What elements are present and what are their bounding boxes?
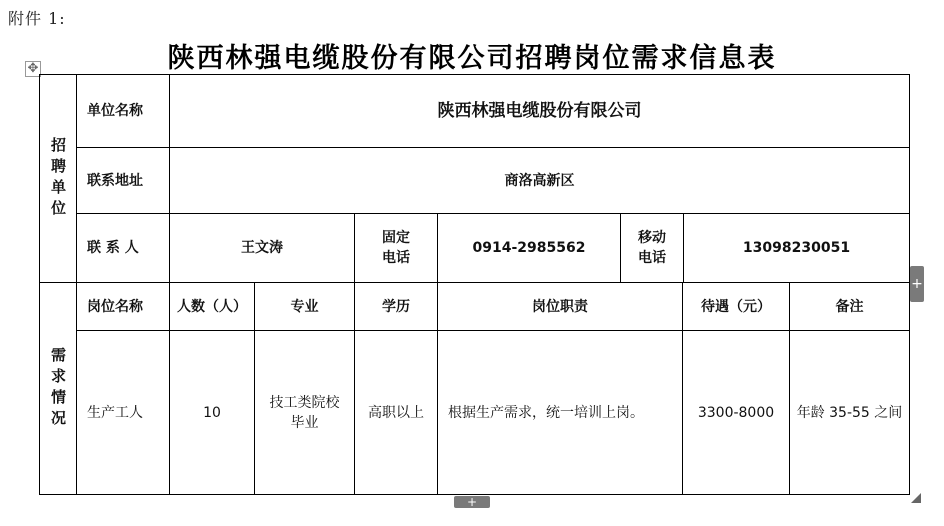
mobile-label: 移动 电话 (638, 230, 666, 266)
header-salary: 待遇（元） (701, 298, 771, 315)
row-count[interactable]: 10 (203, 404, 221, 421)
header-major: 专业 (290, 298, 319, 315)
row-duties[interactable]: 根据生产需求，统一培训上岗。 (448, 404, 644, 421)
page-title: 陕西林强电缆股份有限公司招聘岗位需求信息表 (167, 43, 777, 74)
section-company-label: 招聘单位 (49, 136, 67, 221)
table-move-handle-icon[interactable]: ✥ (25, 61, 41, 77)
header-duties: 岗位职责 (532, 298, 588, 315)
landline-label: 固定 电话 (382, 230, 410, 266)
contact-label: 联 系 人 (87, 240, 139, 256)
header-education: 学历 (382, 298, 410, 315)
company-name-label: 单位名称 (87, 103, 143, 119)
header-position: 岗位名称 (87, 298, 143, 315)
contact-value[interactable]: 王文涛 (241, 240, 283, 256)
row-major[interactable]: 技工类院校 毕业 (269, 394, 340, 431)
address-value[interactable]: 商洛高新区 (504, 172, 575, 189)
header-remarks: 备注 (835, 298, 864, 315)
row-position[interactable]: 生产工人 (87, 404, 143, 421)
address-label: 联系地址 (87, 172, 143, 189)
row-education[interactable]: 高职以上 (368, 404, 424, 421)
row-salary[interactable]: 3300-8000 (697, 404, 775, 421)
table-resize-handle-icon[interactable] (911, 493, 921, 503)
add-column-plus-icon[interactable]: + (910, 266, 924, 302)
header-count: 人数（人） (177, 298, 247, 315)
attachment-label: 附件 1: (8, 9, 66, 28)
add-row-plus-icon[interactable]: + (454, 496, 490, 508)
section-demand-label: 需求情况 (49, 346, 67, 431)
landline-value[interactable]: 0914-2985562 (472, 240, 586, 256)
mobile-value[interactable]: 13098230051 (742, 240, 851, 256)
company-name-value[interactable]: 陕西林强电缆股份有限公司 (437, 101, 642, 121)
row-remarks[interactable]: 年龄 35-55 之间 (796, 404, 903, 421)
